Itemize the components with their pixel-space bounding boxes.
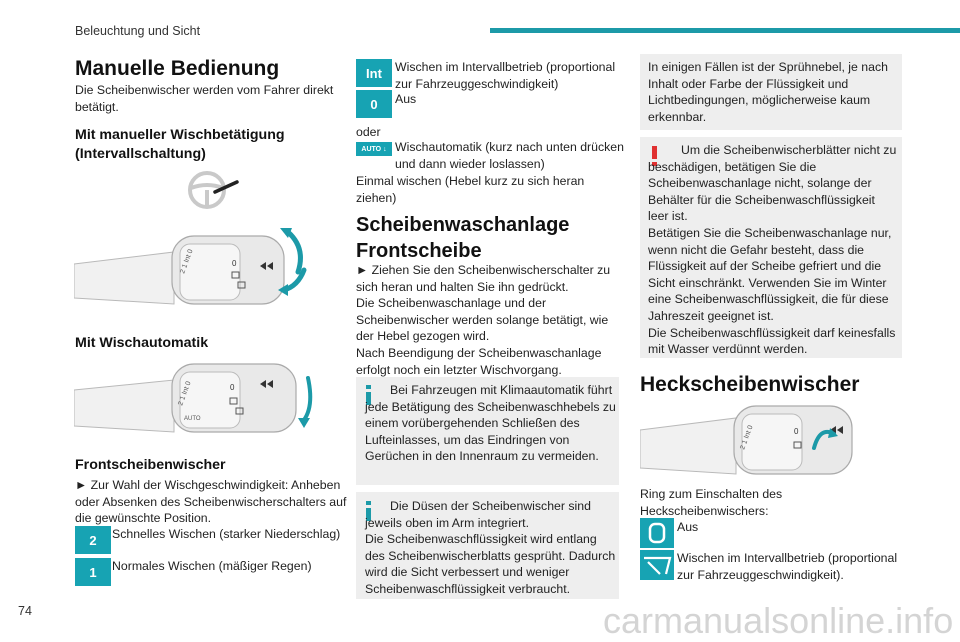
auto-label: AUTO	[361, 145, 382, 153]
wash-heading: Scheibenwaschanlage Frontscheibe	[356, 214, 570, 262]
svg-text:0: 0	[794, 427, 799, 436]
svg-text:2 1 Int 0: 2 1 Int 0	[177, 380, 193, 407]
svg-text:2 1 Int 0: 2 1 Int 0	[179, 248, 195, 275]
subheading-auto: Mit Wischautomatik	[75, 335, 209, 351]
section-title	[75, 57, 279, 81]
badge-int: Int	[356, 59, 392, 87]
rear-off-badge	[640, 518, 674, 548]
badge-2: 2	[75, 526, 111, 554]
warning-text: Um die Scheibenwischerblätter nicht zu beschädigen, betätigen Sie die Scheibenwaschanlage nicht, solange der Behälter für die Scheibenwaschflüssigkeit leer ist. Betätigen Sie die Scheibenwaschanlage nur, wenn nicht die Gefahr besteht, dass die Flüssigkeit auf der Scheibe gefriert und die Sicht einschränkt. Verwenden Sie im Winter eine Scheibenwaschflüssigkeit, die für diese Jahreszeit geeignet ist. Die Scheibenwaschflüssigkeit darf keinesfalls mit Wasser verdünnt werden.	[648, 143, 897, 357]
info-1-text: Bei Fahrzeugen mit Klimaautomatik führt jede Betätigung des Scheibenwaschhebels zu einem vorübergehenden Schließen des Lufteinlasses, um das Eindringen von Gerüchen in den Innenraum zu vermeiden.	[365, 383, 616, 464]
running-header: Beleuchtung und Sicht	[75, 24, 201, 38]
oder-text: oder	[356, 125, 381, 139]
wiper-lever-illustration-manual	[74, 224, 310, 316]
page-number: 74	[18, 604, 32, 618]
rear-heading: Heckscheibenwischer	[640, 373, 860, 396]
rear-int-text: Wischen im Intervallbetrieb (proportional zur Fahrzeuggeschwindigkeit).	[677, 551, 898, 582]
rear-int-badge	[640, 550, 674, 580]
steering-wheel-icon	[185, 168, 247, 214]
badge-auto: AUTO ↓	[356, 142, 392, 156]
rear-int-wiper-icon	[640, 550, 674, 580]
wash-text: ► Ziehen Sie den Scheibenwischerschalter zu sich heran und halten Sie ihn gedrückt. Die Scheibenwaschanlage und der Scheibenwischer werden solange betätigt, wie der Hebel gezogen wird. Nach Beendigung der Scheibenwaschanlage erfolgt noch ein letzter Wischvorgang.	[356, 263, 611, 377]
info-box-2	[356, 492, 619, 599]
ring-text: Ring zum Einschalten des Heckscheibenwischers:	[640, 487, 783, 518]
watermark: carmanualsonline.info	[603, 600, 954, 641]
svg-text:2 1 Int 0: 2 1 Int 0	[739, 424, 755, 451]
info-box-1	[356, 377, 619, 485]
subheading-manual: Mit manueller Wischbetätigung (Intervallschaltung)	[75, 127, 285, 162]
auto-text: Wischautomatik (kurz nach unten drücken und dann wieder loslassen)	[395, 140, 624, 171]
item-1-text: Normales Wischen (mäßiger Regen)	[112, 559, 312, 573]
svg-text:0: 0	[232, 259, 237, 268]
rear-wiper-lever-illustration	[640, 404, 856, 480]
wiper-lever-illustration-auto	[74, 362, 318, 440]
badge-zero: 0	[356, 90, 392, 118]
front-text: ► Zur Wahl der Wischgeschwindigkeit: Anheben oder Absenken des Scheibenwischerschalters auf die gewünschte Position.	[75, 478, 347, 526]
page-title: Manuelle Bedienung	[75, 57, 280, 80]
header-accent-bar	[490, 28, 960, 33]
subheading-front: Frontscheibenwischer	[75, 457, 226, 473]
once-text: Einmal wischen (Hebel kurz zu sich heran ziehen)	[356, 174, 585, 205]
intro-text: Die Scheibenwischer werden vom Fahrer direkt betätigt.	[75, 83, 334, 114]
warning-box	[640, 137, 902, 358]
int-text: Wischen im Intervallbetrieb (proportional zur Fahrzeuggeschwindigkeit)	[395, 60, 616, 91]
zero-text: Aus	[395, 92, 417, 106]
item-2-text: Schnelles Wischen (starker Niederschlag)	[112, 527, 341, 541]
info-2-text: Die Düsen der Scheibenwischer sind jeweils oben im Arm integriert. Die Scheibenwaschflüssigkeit wird entlang des Scheibenwischerblatts gesprüht. Dadurch wird die Sicht verbessert und weniger Scheibenwaschflüssigkeit verbraucht.	[365, 499, 616, 596]
rear-off-icon	[640, 518, 674, 548]
rear-off-text: Aus	[677, 520, 699, 534]
fog-note-box	[640, 54, 902, 130]
fog-text: In einigen Fällen ist der Sprühnebel, je nach Inhalt oder Farbe der Flüssigkeit und Lichtbedingungen, möglicherweise kaum erkennbar.	[648, 60, 888, 124]
lever-mark-auto: AUTO	[184, 416, 201, 422]
badge-1: 1	[75, 558, 111, 586]
svg-text:0: 0	[230, 383, 235, 392]
